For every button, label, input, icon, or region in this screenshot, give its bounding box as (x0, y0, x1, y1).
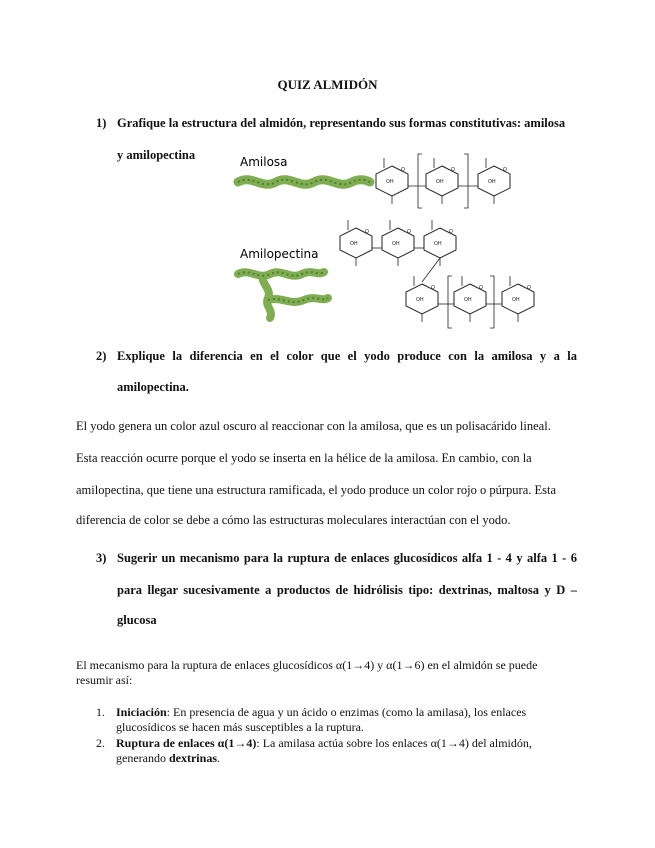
list-item-text-post: . (216, 751, 220, 765)
answer-2-line: diferencia de color se debe a cómo las estructuras moleculares interactúan con el yodo. (76, 513, 511, 527)
label-amilopectina: Amilopectina (240, 247, 319, 261)
question-2-line-1: Explique la diferencia en el color que el yodo produce con la amilosa y a la (117, 349, 577, 363)
amilosa-chain (376, 154, 510, 208)
label-amilosa: Amilosa (240, 155, 288, 169)
page-title: QUIZ ALMIDÓN (277, 77, 378, 92)
list-item (96, 736, 576, 768)
list-item-description: : La amilasa actúa sobre los enlaces α(1→4) del almidón, (256, 736, 532, 750)
question-3-line-1: Sugerir un mecanismo para la ruptura de enlaces glucosídicos alfa 1 - 4 y alfa 1 - 6 (117, 551, 577, 565)
list-item-text-pre: generando (116, 751, 169, 765)
list-item-text (116, 705, 526, 720)
amilopectina-helix (238, 272, 328, 318)
starch-structure-figure: OH O Amilosa Amilopectina (232, 150, 542, 330)
answer-3-intro-line-1: El mecanismo para la ruptura de enlaces glucosídicos α(1→4) y α(1→6) en el almidón se puede (76, 658, 538, 672)
question-2-number: 2) (96, 349, 107, 363)
question-3-line-2: para llegar sucesivamente a productos de hidrólisis tipo: dextrinas, maltosa y D – (117, 583, 577, 597)
answer-2-line: El yodo genera un color azul oscuro al reaccionar con la amilosa, que es un polisacárido lineal. (76, 419, 551, 433)
question-3-line-3: glucosa (117, 613, 157, 627)
answer-3-intro-line-2: resumir así: (76, 673, 133, 687)
list-item-text-line-2 (116, 751, 220, 766)
answer-2-line: amilopectina, que tiene una estructura ramificada, el yodo produce un color rojo o púrpura. Esta (76, 483, 557, 497)
list-item-term: Iniciación (116, 705, 167, 719)
list-item-text-line-2: glucosídicos se hacen más susceptibles a la ruptura. (116, 720, 364, 734)
question-3-number: 3) (96, 551, 107, 565)
question-1-line-2: y amilopectina (117, 148, 196, 162)
list-item-number: 2. (96, 736, 105, 750)
amilopectina-chain (340, 220, 534, 328)
amilosa-helix (238, 180, 370, 185)
list-item-term-dextrinas: dextrinas (168, 751, 217, 765)
question-1-number: 1) (96, 116, 107, 130)
answer-2-line: Esta reacción ocurre porque el yodo se inserta en la hélice de la amilosa. En cambio, con la (76, 451, 532, 465)
list-item-term: Ruptura de enlaces α(1→4) (116, 736, 257, 750)
list-item (96, 705, 576, 737)
question-2-line-2: amilopectina. (117, 380, 189, 394)
list-item-description: : En presencia de agua y un ácido o enzimas (como la amilasa), los enlaces (166, 705, 527, 719)
question-1-line-1: Grafique la estructura del almidón, representando sus formas constitutivas: amilosa (117, 116, 566, 130)
list-item-text (116, 736, 532, 751)
list-item-number: 1. (96, 705, 105, 719)
